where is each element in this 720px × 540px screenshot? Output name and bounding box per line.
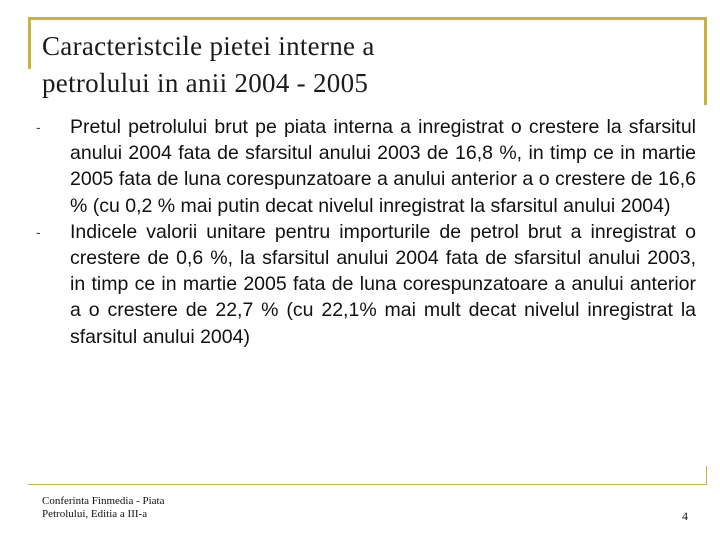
- footer-caption: [42, 495, 242, 521]
- bullet-item-2: [36, 219, 696, 350]
- frame-bottom-right-line: [706, 466, 707, 485]
- frame-left-line: [28, 17, 31, 69]
- frame-bottom-line: [28, 484, 707, 485]
- page-number: 4: [682, 509, 688, 523]
- slide-title-line-2: petrolului in anii 2004 - 2005: [42, 68, 369, 98]
- frame-right-line: [704, 17, 707, 105]
- bullet-item-1: [36, 114, 696, 219]
- bullet-text-2: Indicele valorii unitare pentru importurile de petrol brut a inregistrat o crestere de 0,6 %, la sfarsitul anului 2004 fata de sfarsitul anului 2003, in timp ce in martie 2005 fata de luna corespunzatoare a anului anterior a o crestere de 22,7 % (cu 22,1% mai mult decat nivelul inregistrat la sfarsitul anului 2004): [70, 220, 696, 348]
- footer-line-2: Petrolului, Editia a III-a: [42, 508, 148, 520]
- slide-title: [42, 28, 682, 102]
- footer-line-1: Conferinta Finmedia - Piata: [42, 495, 165, 507]
- slide-title-line-1: Caracteristcile pietei interne a: [42, 31, 375, 61]
- frame-top-line: [30, 17, 707, 20]
- dash-bullet-icon: -: [36, 119, 41, 135]
- bullet-list: [36, 114, 696, 350]
- dash-bullet-icon: -: [36, 223, 41, 240]
- bullet-text-1: Pretul petrolului brut pe piata interna a inregistrat o crestere la sfarsitul anului 2004 fata de sfarsitul anului 2003 de 16,8 %, in timp ce in martie 2005 fata de luna corespunzatoare a anului anterior a o crestere de 16,6 % (cu 0,2 % mai putin decat nivelul inregistrat la sfarsitul anului 2004): [70, 116, 696, 217]
